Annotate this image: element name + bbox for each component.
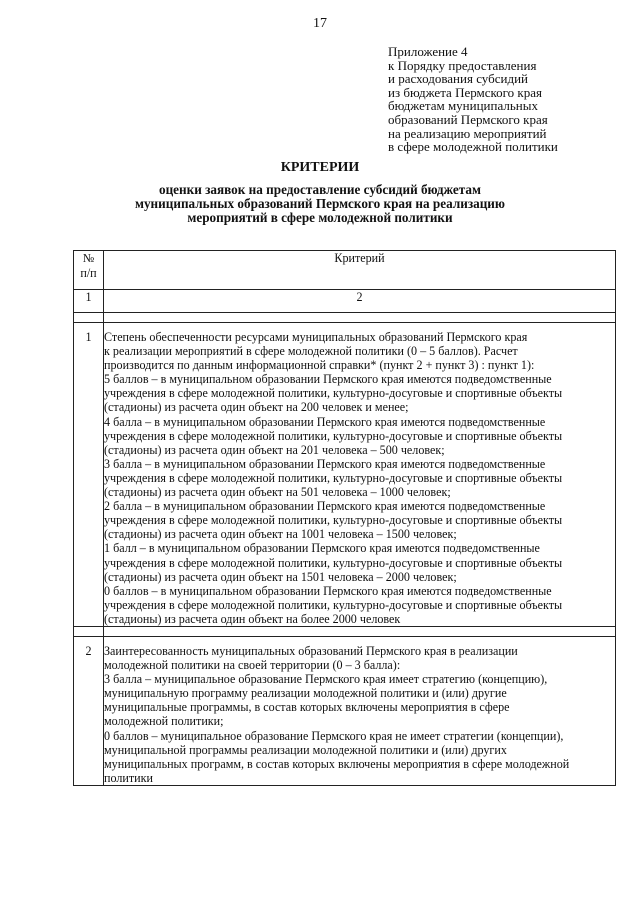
criterion-line: политики: [104, 770, 153, 785]
criterion-line: 1 балл – в муниципальном образовании Пермского края имеются подведомственные: [104, 541, 540, 556]
criterion-line: муниципальных программ, в состав которых включены мероприятия в сфере молодежной: [104, 756, 570, 771]
appendix-line: Приложение 4: [388, 44, 468, 59]
appendix-line: бюджетам муниципальных: [388, 98, 538, 114]
criterion-line: (стадионы) из расчета один объект на 1501 человека – 2000 человек;: [104, 569, 457, 584]
criterion-line: (стадионы) из расчета один объект на более 2000 человек: [104, 611, 401, 626]
appendix-line: и расходования субсидий: [388, 71, 528, 87]
criterion-line: 0 баллов – в муниципальном образовании Пермского края имеются подведомственные: [104, 583, 552, 598]
criterion-text: [104, 323, 616, 627]
column-index-1: 1: [74, 290, 104, 313]
criterion-line: муниципальную программу реализации молодежной политики и (или) другие: [104, 686, 507, 701]
column-index-row: [74, 290, 616, 313]
criterion-line: учреждения в сфере молодежной политики, культурно-досуговые и спортивные объекты: [104, 513, 563, 528]
appendix-line: из бюджета Пермского края: [388, 84, 543, 100]
criterion-line: 3 балла – муниципальное образование Пермского края имеет стратегию (концепцию),: [104, 672, 548, 687]
criterion-line: Заинтересованность муниципальных образований Пермского края в реализации: [104, 643, 518, 658]
header-criterion-cell: Критерий: [104, 251, 616, 290]
document-title: КРИТЕРИИ: [280, 160, 360, 175]
criterion-line: 0 баллов – муниципальное образование Пермского края не имеет стратегии (концепции),: [104, 728, 564, 743]
appendix-header: [388, 45, 558, 154]
appendix-line: к Порядку предоставления: [388, 57, 537, 73]
header-number-cell: [74, 251, 104, 290]
row-number: 2: [74, 636, 104, 785]
page-number: 17: [313, 16, 327, 31]
criterion-line: (стадионы) из расчета один объект на 501 человека – 1000 человек;: [104, 485, 451, 500]
criterion-line: муниципальные программы, в состав которых включены мероприятия в сфере: [104, 700, 510, 715]
criterion-line: молодежной политики на своей территории (0 – 3 балла):: [104, 658, 401, 673]
header-number-symbol: №: [82, 251, 95, 265]
appendix-line: в сфере молодежной политики: [388, 139, 558, 155]
document-subtitle: [0, 183, 640, 225]
criterion-line: 4 балла – в муниципальном образовании Пермского края имеются подведомственные: [104, 414, 546, 429]
criteria-table: [73, 250, 616, 786]
criterion-line: учреждения в сфере молодежной политики, культурно-досуговые и спортивные объекты: [104, 597, 563, 612]
criterion-line: учреждения в сфере молодежной политики, культурно-досуговые и спортивные объекты: [104, 386, 563, 401]
criterion-line: муниципальной программы реализации молодежной политики и (или) других: [104, 742, 507, 757]
appendix-line: на реализацию мероприятий: [388, 125, 547, 141]
table-spacer-row: [74, 313, 616, 323]
criterion-line: молодежной политики;: [104, 714, 224, 729]
criterion-line: учреждения в сфере молодежной политики, культурно-досуговые и спортивные объекты: [104, 428, 563, 443]
subtitle-line: мероприятий в сфере молодежной политики: [187, 210, 453, 225]
criterion-line: к реализации мероприятий в сфере молодежной политики (0 – 5 баллов). Расчет: [104, 344, 518, 359]
criterion-line: (стадионы) из расчета один объект на 1001 человека – 1500 человек;: [104, 527, 457, 542]
criterion-line: 3 балла – в муниципальном образовании Пермского края имеются подведомственные: [104, 456, 546, 471]
criterion-line: 2 балла – в муниципальном образовании Пермского края имеются подведомственные: [104, 499, 546, 514]
subtitle-line: оценки заявок на предоставление субсидий бюджетам: [158, 182, 482, 197]
subtitle-line: муниципальных образований Пермского края на реализацию: [134, 196, 505, 211]
table-row: [74, 636, 616, 785]
criterion-line: производится по данным информационной справки* (пункт 2 + пункт 3) : пункт 1):: [104, 358, 535, 373]
column-index-2: 2: [104, 290, 616, 313]
table-spacer-row: [74, 626, 616, 636]
criterion-line: (стадионы) из расчета один объект на 201 человека – 500 человек;: [104, 442, 445, 457]
criterion-line: 5 баллов – в муниципальном образовании Пермского края имеются подведомственные: [104, 372, 552, 387]
criterion-text: [104, 636, 616, 785]
criterion-line: Степень обеспеченности ресурсами муниципальных образований Пермского края: [104, 330, 528, 344]
table-row: [74, 323, 616, 627]
appendix-line: образований Пермского края: [388, 111, 548, 127]
criterion-line: учреждения в сфере молодежной политики, культурно-досуговые и спортивные объекты: [104, 555, 563, 570]
criterion-line: учреждения в сфере молодежной политики, культурно-досуговые и спортивные объекты: [104, 470, 563, 485]
header-number-label: п/п: [80, 266, 97, 280]
row-number: 1: [74, 323, 104, 627]
criterion-line: (стадионы) из расчета один объект на 200 человек и менее;: [104, 400, 409, 415]
table-header-row: [74, 251, 616, 290]
